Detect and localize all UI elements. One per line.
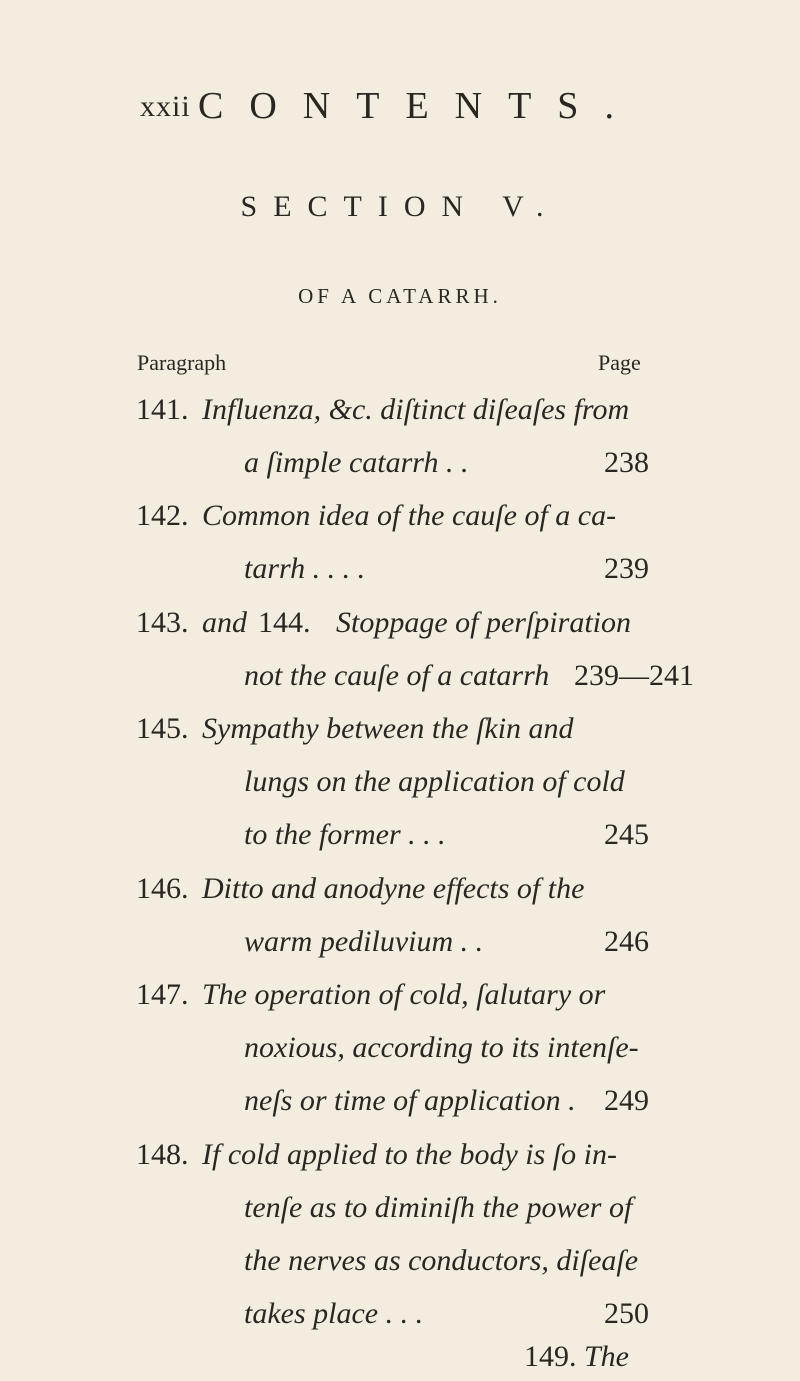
toc-entry-146 [0, 871, 800, 911]
catchword-number: 149. [524, 1340, 577, 1373]
entry-page: 239—241 [574, 659, 694, 692]
entry-page: 238 [604, 446, 649, 479]
entry-text: noxious, according to its intenſe- [244, 1031, 639, 1064]
entry-number: 143. [136, 606, 189, 639]
entry-text: Influenza, &c. diſtinct diſeaſes from [202, 393, 630, 426]
entry-text: takes place . . . [244, 1297, 424, 1330]
toc-entry-141-cont [0, 445, 800, 485]
entry-text: The operation of cold, ſalutary or [202, 978, 606, 1011]
toc-entry-148 [0, 1137, 800, 1177]
toc-entry-142-cont [0, 551, 800, 591]
toc-entry-147-cont [0, 1030, 800, 1070]
entry-page: 250 [604, 1297, 649, 1330]
entry-number: 148. [136, 1138, 189, 1171]
entry-text: the nerves as conductors, diſeaſe [244, 1244, 639, 1277]
entry-number: 145. [136, 712, 189, 745]
entry-number-secondary: 144. [258, 606, 311, 639]
toc-entry-148-cont3 [0, 1296, 800, 1336]
page-column-label: Page [598, 350, 641, 375]
entry-number: 142. [136, 499, 189, 532]
toc-entry-143 [0, 605, 800, 645]
section-subtitle: OF A CATARRH. [298, 284, 502, 308]
entry-number: 147. [136, 978, 189, 1011]
entry-text: a ſimple catarrh . . [244, 446, 469, 479]
catchword-word: The [584, 1340, 629, 1373]
toc-entry-148-cont2 [0, 1243, 800, 1283]
entry-page: 245 [604, 818, 649, 851]
section-title: SECTION V. [240, 190, 560, 223]
toc-entry-141 [0, 392, 800, 432]
toc-entry-145-cont [0, 764, 800, 804]
entry-text: Sympathy between the ſkin and [202, 712, 574, 745]
entry-text: If cold applied to the body is ſo in- [202, 1138, 617, 1171]
entry-number: 141. [136, 393, 189, 426]
toc-entry-145-cont2 [0, 817, 800, 857]
entry-text: Common idea of the cauſe of a ca- [202, 499, 617, 532]
toc-entry-148-cont [0, 1190, 800, 1230]
entry-text: tenſe as to diminiſh the power of [244, 1191, 633, 1224]
toc-entry-143-cont [0, 658, 800, 698]
entry-text: tarrh . . . . [244, 552, 366, 585]
entry-text: not the cauſe of a catarrh [244, 659, 550, 692]
entry-text: Stoppage of perſpiration [336, 606, 631, 639]
entry-text: warm pediluvium . . [244, 925, 484, 958]
catchword [524, 1340, 629, 1374]
running-head [140, 84, 660, 127]
entry-text: lungs on the application of cold [244, 765, 625, 798]
paragraph-column-label: Paragraph [137, 350, 227, 375]
entry-page: 249 [604, 1084, 649, 1117]
running-title: CONTENTS. [198, 85, 640, 127]
toc-entry-146-cont [0, 924, 800, 964]
entry-number: 146. [136, 872, 189, 905]
page-number: xxii [140, 90, 191, 123]
toc-entry-145 [0, 711, 800, 751]
entry-text: neſs or time of application . [244, 1084, 576, 1117]
toc-entry-142 [0, 498, 800, 538]
entry-text: to the former . . . [244, 818, 446, 851]
toc-entry-147-cont2 [0, 1083, 800, 1123]
entry-page: 239 [604, 552, 649, 585]
toc-entry-147 [0, 977, 800, 1017]
entry-and: and [202, 606, 247, 639]
entry-page: 246 [604, 925, 649, 958]
entry-text: Ditto and anodyne effects of the [202, 872, 585, 905]
